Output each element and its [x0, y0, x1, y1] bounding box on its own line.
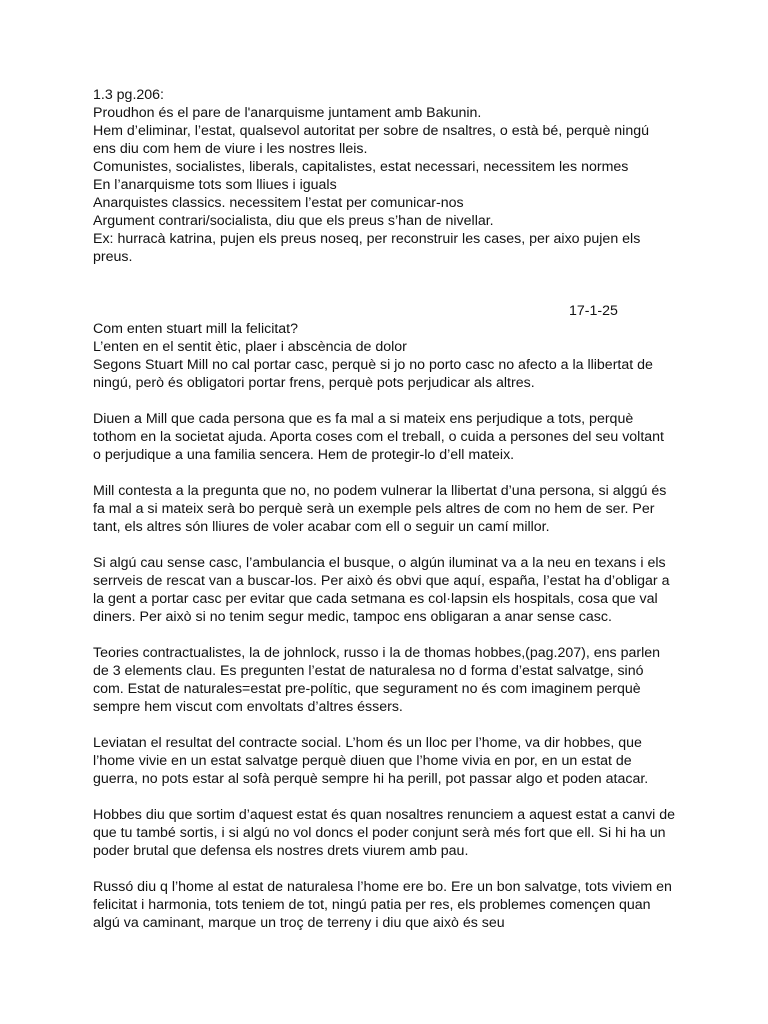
text-line: preus.: [93, 249, 133, 265]
text-line: Anarquistes classics. necessitem l’estat per comunicar-nos: [93, 195, 464, 211]
text-line: la gent a portar casc per evitar que cada setmana es col·lapsin els hospitals, cosa que val: [93, 591, 658, 607]
spacer: [93, 716, 753, 734]
text-line: tothom en la societat ajuda. Aporta coses com el treball, o cuida a persones del seu voltant: [93, 429, 664, 445]
text-line: sempre hem viscut com envoltats d’altres éssers.: [93, 699, 403, 715]
text-line: Leviatan el resultat del contracte social. L’hom és un lloc per l’home, va dir hobbes, que: [93, 735, 642, 751]
section-heading: 1.3 pg.206:: [93, 87, 164, 103]
text-line: ningú, però és obligatori portar frens, perquè pots perjudicar als altres.: [93, 375, 535, 391]
paragraph-7: [93, 878, 753, 932]
text-line: L’enten en el sentit ètic, plaer i abscència de dolor: [93, 339, 407, 355]
text-line: com. Estat de naturales=estat pre-polític, que segurament no és com imaginem perquè: [93, 681, 641, 697]
text-line: fa mal a si mateix serà bo perquè serà un exemple pels altres de com no hem de ser. Per: [93, 501, 655, 517]
paragraph-1: [93, 410, 753, 464]
intro-paragraph: [93, 320, 753, 392]
text-line: Teories contractualistes, la de johnlock, russo i la de thomas hobbes,(pag.207), ens parlen: [93, 645, 661, 661]
text-line: Comunistes, socialistes, liberals, capitalistes, estat necessari, necessitem les normes: [93, 159, 629, 175]
paragraph-4: [93, 644, 753, 716]
section1-lines: [93, 104, 753, 266]
text-line: que tu també sortis, i si algú no vol doncs el poder conjunt serà més fort que ell. Si hi ha un: [93, 825, 666, 841]
spacer: [93, 464, 753, 482]
text-line: poder brutal que defensa els nostres drets viurem amb pau.: [93, 843, 469, 859]
text-line: En l’anarquisme tots som lliues i iguals: [93, 177, 337, 193]
text-line: Si algú cau sense casc, l’ambulancia el busque, o algún iluminat va a la neu en texans i els: [93, 555, 666, 571]
text-line: Russó diu q l’home al estat de naturalesa l’home ere bo. Ere un bon salvatge, tots viviem en: [93, 879, 672, 895]
paragraph-6: [93, 806, 753, 860]
text-line: serrveis de rescat van a buscar-los. Per això és obvi que aquí, españa, l’estat ha d’obligar a: [93, 573, 670, 589]
text-line: Hobbes diu que sortim d’aquest estat és quan nosaltres renunciem a aquest estat a canvi de: [93, 807, 676, 823]
text-line: Proudhon és el pare de l'anarquisme juntament amb Bakunin.: [93, 105, 482, 121]
text-line: algú va caminant, marque un troç de terreny i diu que això és seu: [93, 915, 505, 931]
text-line: Segons Stuart Mill no cal portar casc, perquè si jo no porto casc no afecto a la llibertat de: [93, 357, 653, 373]
text-line: diners. Per això si no tenim segur medic, tampoc ens obligaran a anar sense casc.: [93, 609, 612, 625]
text-line: o perjudique a una familia sencera. Hem de protegir-lo d’ell mateix.: [93, 447, 515, 463]
text-line: Hem d’eliminar, l’estat, qualsevol autoritat per sobre de nsaltres, o està bé, perquè ningú: [93, 123, 649, 139]
spacer: [93, 860, 753, 878]
text-line: guerra, no pots estar al sofà perquè sempre hi ha perill, pot passar algo et poden atacar.: [93, 771, 649, 787]
paragraph-3: [93, 554, 753, 626]
text-line: ens diu com hem de viure i les nostres lleis.: [93, 141, 368, 157]
entry-date: 17-1-25: [569, 303, 618, 319]
text-line: Mill contesta a la pregunta que no, no podem vulnerar la llibertat d’una persona, si alggú és: [93, 483, 667, 499]
text-line: felicitat i harmonia, tots teniem de tot, ningú patia per res, els problemes començen quan: [93, 897, 651, 913]
text-line: tant, els altres són lliures de voler acabar com ell o seguir un camí millor.: [93, 519, 550, 535]
spacer: [93, 536, 753, 554]
spacer: [93, 266, 753, 302]
text-line: Diuen a Mill que cada persona que es fa mal a si mateix ens perjudique a tots, perquè: [93, 411, 634, 427]
paragraph-2: [93, 482, 753, 536]
text-line: Com enten stuart mill la felicitat?: [93, 321, 299, 337]
spacer: [93, 788, 753, 806]
document-page: [93, 86, 753, 932]
paragraph-5: [93, 734, 753, 788]
text-line: l’home vivie en un estat salvatge perquè diuen que l’home vivia en por, en un estat de: [93, 753, 632, 769]
spacer: [93, 392, 753, 410]
text-line: de 3 elements clau. Es pregunten l’estat de naturalesa no d forma d’estat salvatge, sinó: [93, 663, 644, 679]
text-line: Ex: hurracà katrina, pujen els preus noseq, per reconstruir les cases, per aixo pujen els: [93, 231, 641, 247]
text-line: Argument contrari/socialista, diu que els preus s’han de nivellar.: [93, 213, 494, 229]
spacer: [93, 626, 753, 644]
